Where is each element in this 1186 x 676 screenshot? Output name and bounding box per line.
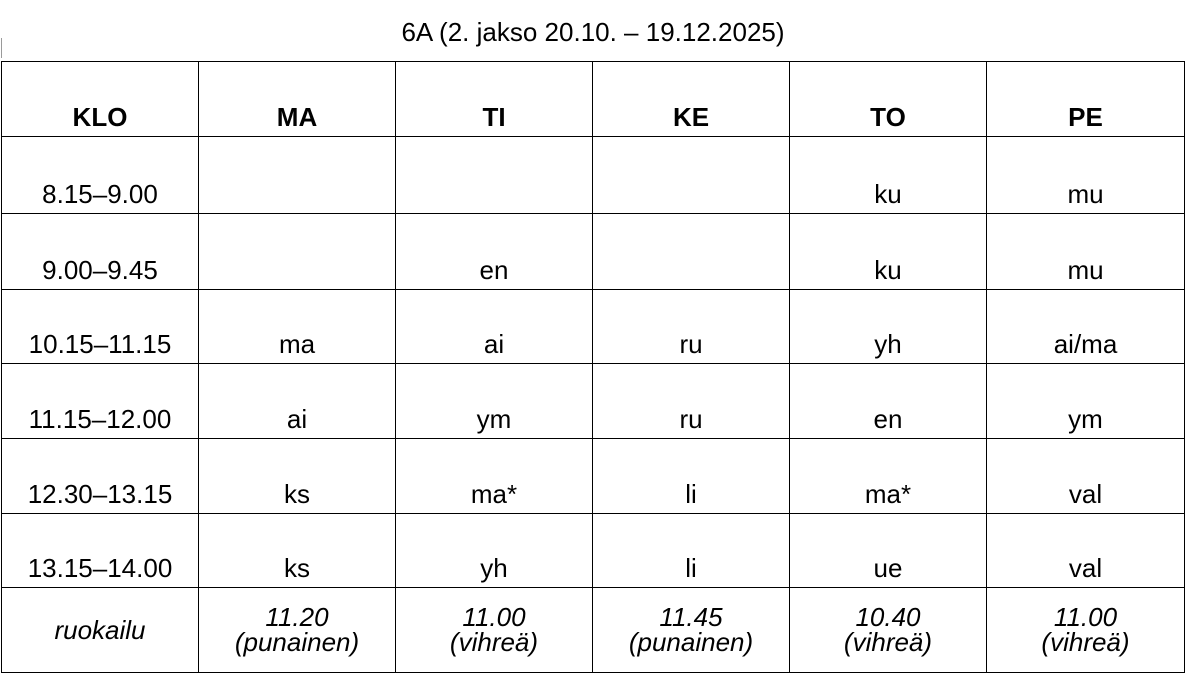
lunch-cell (987, 588, 1185, 673)
lunch-time: 11.20 (265, 602, 329, 632)
lesson-cell: li (593, 514, 790, 588)
lunch-cell (396, 588, 593, 673)
lesson-cell: ru (593, 364, 790, 439)
page-title: 6A (2. jakso 20.10. – 19.12.2025) (401, 17, 785, 47)
lunch-group: (vihreä) (449, 627, 539, 657)
lesson-cell: ym (396, 364, 593, 439)
lunch-cell (199, 588, 396, 673)
header-cell-ke: KE (593, 62, 790, 137)
table-row (2, 364, 1185, 439)
lunch-time: 11.00 (1053, 602, 1118, 632)
time-cell: 9.00–9.45 (2, 214, 199, 290)
time-cell: 11.15–12.00 (2, 364, 199, 439)
table-row (2, 439, 1185, 514)
header-cell-ma: MA (199, 62, 396, 137)
lunch-time: 11.00 (462, 602, 526, 632)
lesson-cell: ru (593, 290, 790, 364)
lesson-cell (396, 137, 593, 214)
header-cell-ti: TI (396, 62, 593, 137)
timetable (1, 61, 1185, 673)
lesson-cell: ma (199, 290, 396, 364)
time-cell: 12.30–13.15 (2, 439, 199, 514)
lunch-group: (vihreä) (843, 627, 933, 657)
header-cell-to: TO (790, 62, 987, 137)
header-row (2, 62, 1185, 137)
lunch-cell (593, 588, 790, 673)
lesson-cell: ku (790, 137, 987, 214)
lunch-group: (punainen) (628, 627, 754, 657)
lunch-group: (punainen) (234, 627, 360, 657)
header-cell-klo: KLO (2, 62, 199, 137)
lesson-cell: val (987, 514, 1185, 588)
time-cell: 13.15–14.00 (2, 514, 199, 588)
lesson-cell: yh (790, 290, 987, 364)
lunch-label: ruokailu (2, 588, 199, 673)
lesson-cell: ks (199, 439, 396, 514)
table-row (2, 137, 1185, 214)
lesson-cell: ks (199, 514, 396, 588)
table-row (2, 214, 1185, 290)
lesson-cell: ym (987, 364, 1185, 439)
lesson-cell: val (987, 439, 1185, 514)
lesson-cell: ku (790, 214, 987, 290)
lesson-cell: ai (396, 290, 593, 364)
lunch-time: 11.45 (659, 602, 723, 632)
lesson-cell: ma* (396, 439, 593, 514)
lesson-cell: en (790, 364, 987, 439)
time-cell: 8.15–9.00 (2, 137, 199, 214)
table-row (2, 514, 1185, 588)
lesson-cell (199, 214, 396, 290)
lesson-cell: mu (987, 137, 1185, 214)
margin-mark (1, 38, 2, 58)
header-cell-pe: PE (987, 62, 1185, 137)
lesson-cell (199, 137, 396, 214)
lesson-cell (593, 137, 790, 214)
lunch-row (2, 588, 1185, 673)
lesson-cell: mu (987, 214, 1185, 290)
lunch-cell (790, 588, 987, 673)
time-cell: 10.15–11.15 (2, 290, 199, 364)
lesson-cell (593, 214, 790, 290)
table-row (2, 290, 1185, 364)
lesson-cell: ai (199, 364, 396, 439)
lesson-cell: li (593, 439, 790, 514)
lunch-group: (vihreä) (1041, 627, 1130, 657)
lesson-cell: ue (790, 514, 987, 588)
lesson-cell: ai/ma (987, 290, 1185, 364)
lesson-cell: yh (396, 514, 593, 588)
lesson-cell: ma* (790, 439, 987, 514)
lunch-time: 10.40 (855, 602, 921, 632)
lesson-cell: en (396, 214, 593, 290)
